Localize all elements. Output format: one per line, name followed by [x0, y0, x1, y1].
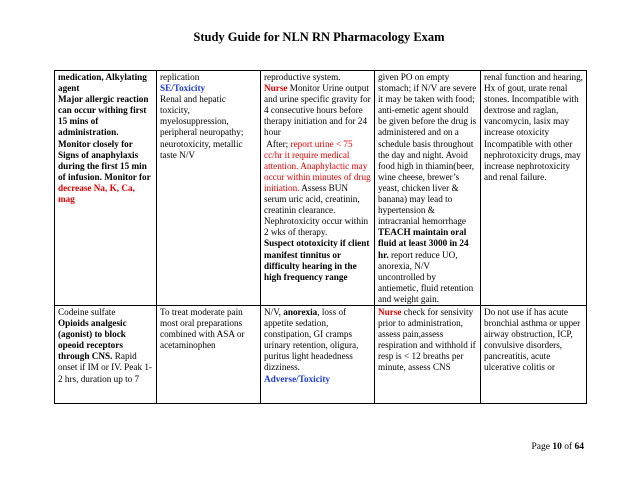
adverse-toxicity-heading: Adverse/Toxicity	[264, 373, 331, 384]
nurse-label: Nurse	[378, 306, 402, 317]
contra-text: renal function and hearing, Hx of gout, urate renal stones. Incompatible with dextrose and raglan, vancomycin, lasix may increase otoxicity Incompatible with other nephrotoxicity drugs, may increase nephrotoxicity and renal failure.	[484, 72, 583, 182]
admin-text: given PO on empty stomach; if N/V are severe it may be taken with food; anti-emetic agent should be given before the drug is administered and on a schedule basis throughout the day and night. Avoid food high in thiamin(beer, wine cheese, brewer’s yeast, chicken liver & banana) may lead to hypertension & intracranial hemorrhage	[378, 72, 477, 227]
action-text: replication	[160, 72, 200, 82]
table-row	[55, 71, 587, 306]
anorexia-text: anorexia	[283, 306, 318, 317]
page-total: 64	[574, 442, 584, 452]
nursing-red-text: report urine < 75 cc/hr it require medical attention. Anaphylactic may occur within minutes of drug initiation.	[264, 138, 371, 193]
teach-text: TEACH maintain oral fluid at least 3000 in 24 hr.	[378, 227, 469, 260]
nursing-cell	[261, 305, 375, 403]
action-cell	[157, 71, 261, 306]
drug-monitor-red-text: decrease Na, K, Ca, mag	[58, 182, 135, 205]
action-cell	[157, 305, 261, 403]
se-text-1: N/V,	[264, 306, 284, 317]
page-word: Page	[531, 442, 550, 452]
admin-cell	[375, 71, 481, 306]
toxicity-text: Renal and hepatic toxicity, myelosuppression, peripheral neuropathy; neurotoxicity, metallic taste N/V	[160, 94, 244, 160]
table-row	[55, 305, 587, 403]
nursing-cell	[261, 71, 375, 306]
nursing-text-2: Monitor Urine output and urine specific gravity for 4 consecutive hours before therapy initiation and for 24 hour	[264, 83, 371, 138]
of-word: of	[564, 442, 573, 452]
page-number	[531, 442, 584, 452]
drug-class-text: Opioids analgesic (agonist) to block opeoid receptors through CNS.	[58, 318, 127, 362]
drug-onset-text: Rapid onset if IM or IV. Peak 1-2 hrs, duration up to 7	[58, 351, 152, 384]
se-text-2: , loss of appetite sedation, constipation, GI cramps urinary retention, oligura, puritus light headedness dizziness.	[264, 306, 359, 373]
pharmacology-table	[54, 70, 587, 404]
se-toxicity-heading: SE/Toxicity	[160, 83, 206, 94]
action-text: To treat moderate pain most oral preparations combined with ASA or acetaminophen	[160, 306, 245, 351]
drug-cell	[55, 71, 157, 306]
nursing-after-text: After;	[266, 138, 291, 149]
report-text: report reduce UO, anorexia, N/V uncontrolled by antiemetic, fluid retention and weight gain.	[378, 249, 474, 304]
nurse-label: Nurse	[264, 83, 288, 94]
admin-cell	[375, 305, 481, 403]
drug-name: Codeine sulfate	[58, 306, 116, 317]
drug-warning-text: Major allergic reaction can occur withing first 15 mins of administration. Monitor closely for Signs of anaphylaxis during the first 15 min of infusion. Monitor for	[58, 94, 151, 182]
nursing-assess-text: Assess BUN serum uric acid, creatinin, creatinin clearance. Nephrotoxicity occur within 2 wks of therapy.	[264, 182, 369, 238]
nursing-text-1: reproductive system.	[264, 72, 341, 82]
contra-cell	[481, 71, 587, 306]
drug-class-text: medication, Alkylating agent	[58, 72, 147, 94]
drug-cell	[55, 305, 157, 403]
ototoxicity-text: Suspect ototoxicity if client manifest tinnitus or difficulty hearing in the high frequency range	[264, 238, 370, 282]
contra-cell	[481, 305, 587, 403]
page-title: Study Guide for NLN RN Pharmacology Exam	[193, 30, 445, 44]
page-current: 10	[552, 442, 562, 452]
contra-text: Do not use if has acute bronchial asthma or upper airway obstruction, ICP, convulsive disorders, pancreatitis, acute ulcerative colitis or	[484, 306, 581, 373]
admin-text: check for sensivity prior to administration, assess pain,assess respiration and withhold if resp is < 12 breaths per minute, assess CNS	[378, 306, 476, 373]
